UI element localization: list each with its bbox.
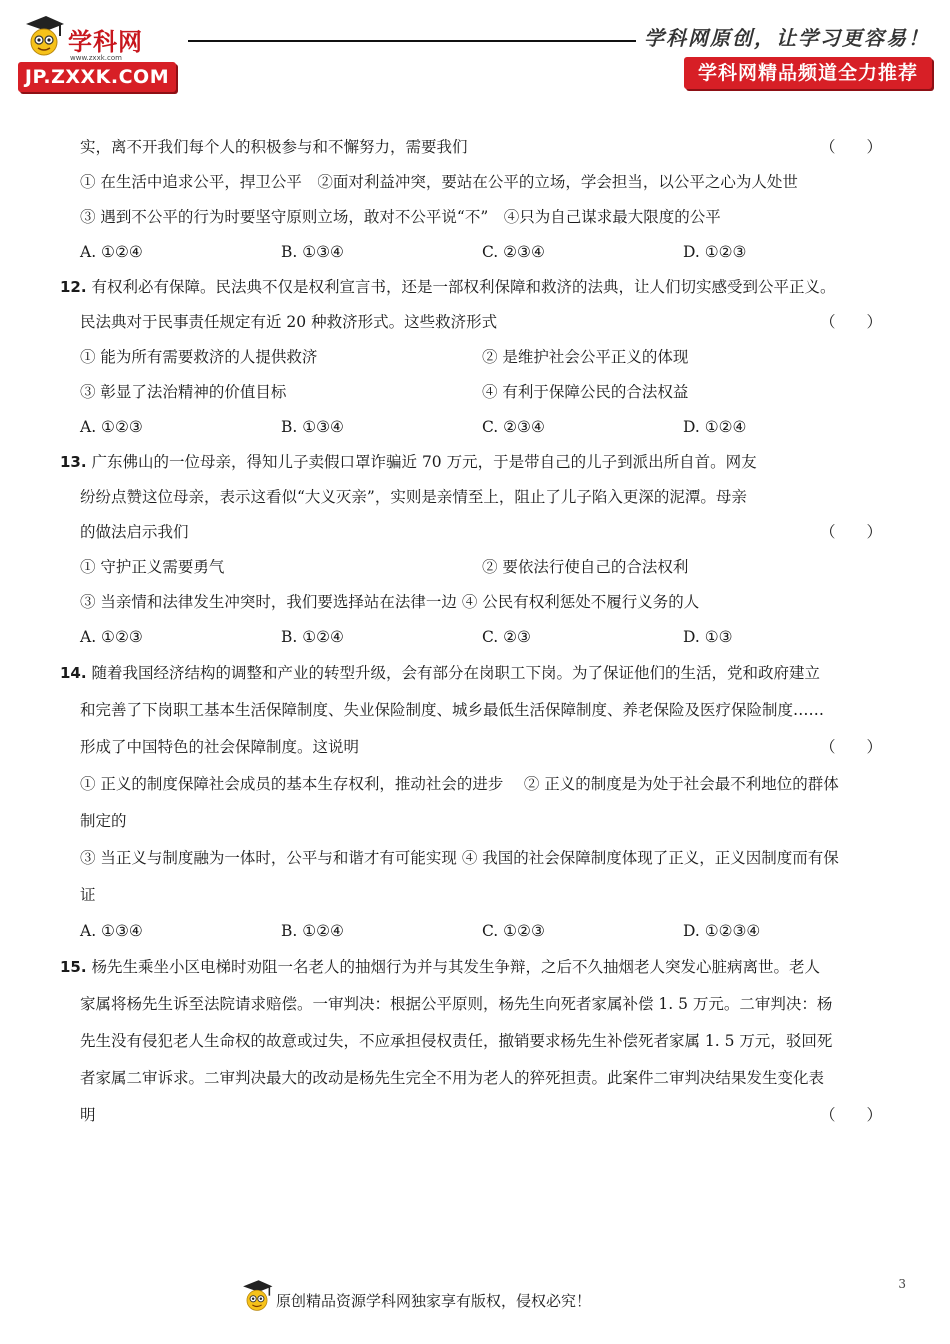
option-b: B. ①②④	[281, 628, 344, 646]
option-b: B. ①③④	[281, 418, 344, 436]
q14-item-line: 制定的	[80, 812, 127, 830]
logo-text: 学科网	[68, 28, 143, 56]
item-4: ④ 有利于保障公民的合法权益	[482, 383, 689, 401]
answer-paren: （ ）	[819, 313, 882, 331]
mascot-icon	[240, 1278, 274, 1318]
q14-item-line: ③ 当正义与制度融为一体时，公平与和谐才有可能实现 ④ 我国的社会保障制度体现了正义，正义因制度而有保	[80, 849, 839, 867]
option-c: C. ①②③	[482, 922, 545, 940]
question-content	[60, 130, 886, 1134]
option-d: D. ①③	[683, 628, 733, 646]
copyright-notice: 原创精品资源学科网独家享有版权，侵权必究！	[276, 1292, 592, 1310]
answer-paren: （ ）	[819, 1106, 882, 1124]
page-footer	[240, 1278, 660, 1322]
q14-options	[60, 914, 886, 949]
q13-stem: 13. 广东佛山的一位母亲，得知儿子卖假口罩诈骗近 70 万元，于是带自己的儿子到派出所自首。网友	[60, 453, 757, 471]
answer-paren: （ ）	[819, 738, 882, 756]
q13-stem-line: 纷纷点赞这位母亲，表示这看似“大义灭亲”，实则是亲情至上，阻止了儿子陷入更深的泥潭。母亲	[80, 488, 747, 506]
q14-stem-line: 和完善了下岗职工基本生活保障制度、失业保险制度、城乡最低生活保障制度、养老保险及医疗保险制度……	[80, 701, 825, 719]
option-b: B. ①②④	[281, 922, 344, 940]
q13-items	[60, 550, 886, 585]
q12-stem-line: 民法典对于民事责任规定有近 20 种救济形式。这些救济形式 （ ）	[60, 305, 886, 340]
q12-items	[60, 340, 886, 375]
q14-stem: 14. 随着我国经济结构的调整和产业的转型升级，会有部分在岗职工下岗。为了保证他们的生活，党和政府建立	[60, 664, 821, 682]
q15-stem: 15. 杨先生乘坐小区电梯时劝阻一名老人的抽烟行为并与其发生争辩，之后不久抽烟老人突发心脏病离世。老人	[60, 958, 821, 976]
q11-stem-end: 实，离不开我们每个人的积极参与和不懈努力，需要我们 （ ）	[60, 130, 886, 165]
option-c: C. ②③④	[482, 418, 545, 436]
q15-stem-line: 家属将杨先生诉至法院请求赔偿。一审判决：根据公平原则，杨先生向死者家属补偿 1. 5 万元。二审判决：杨	[80, 995, 833, 1013]
q13-items	[60, 585, 886, 620]
item-1: ① 能为所有需要救济的人提供救济	[80, 348, 318, 366]
option-d: D. ①②④	[683, 418, 747, 436]
q12-stem: 12. 有权利必有保障。民法典不仅是权利宣言书，还是一部权利保障和救济的法典，让人们切实感受到公平正义。	[60, 278, 836, 296]
option-c: C. ②③	[482, 628, 531, 646]
question-number: 15.	[60, 958, 87, 976]
option-b: B. ①③④	[281, 243, 344, 261]
answer-paren: （ ）	[819, 523, 882, 541]
item-3: ③ 彰显了法治精神的价值目标	[80, 383, 287, 401]
mascot-icon	[22, 14, 66, 64]
q13-options	[60, 620, 886, 655]
item-2: ② 是维护社会公平正义的体现	[482, 348, 689, 366]
question-number: 14.	[60, 664, 87, 682]
item-3: ③ 当亲情和法律发生冲突时，我们要选择站在法律一边	[80, 593, 457, 611]
page-header	[0, 0, 950, 100]
q14-item-line: ① 正义的制度保障社会成员的基本生存权利，推动社会的进步 ② 正义的制度是为处于社会最不利地位的群体	[80, 775, 839, 793]
q11-item-line: ③ 遇到不公平的行为时要坚守原则立场，敢对不公平说“不” ④只为自己谋求最大限度的公平	[80, 208, 721, 226]
option-d: D. ①②③④	[683, 922, 761, 940]
q15-stem-line: 先生没有侵犯老人生命权的故意或过失，不应承担侵权责任，撤销要求杨先生补偿死者家属 1. 5 万元，驳回死	[80, 1032, 833, 1050]
item-2: ② 要依法行使自己的合法权利	[482, 558, 689, 576]
q15-stem-line: 明 （ ）	[60, 1097, 886, 1134]
site-logo[interactable]	[18, 14, 188, 98]
header-slogan: 学科网原创，让学习更容易！	[636, 22, 930, 51]
q14-item-line: 证	[80, 886, 96, 904]
promo-banner[interactable]: 学科网精品频道全力推荐	[684, 57, 932, 89]
item-4: ④ 公民有权利惩处不履行义务的人	[461, 593, 700, 611]
question-number: 12.	[60, 278, 87, 296]
q13-stem-line: 的做法启示我们 （ ）	[60, 515, 886, 550]
item-1: ① 守护正义需要勇气	[80, 558, 225, 576]
logo-url: www.zxxk.com	[70, 54, 122, 62]
q11-options	[60, 235, 886, 270]
option-a: A. ①②③	[80, 418, 143, 436]
q14-stem-line: 形成了中国特色的社会保障制度。这说明 （ ）	[60, 729, 886, 766]
option-a: A. ①②④	[80, 243, 143, 261]
site-badge[interactable]: JP.ZXXK.COM	[18, 62, 176, 92]
q11-item-line: ① 在生活中追求公平，捍卫公平 ②面对利益冲突，要站在公平的立场，学会担当，以公平之心为人处世	[80, 173, 798, 191]
option-d: D. ①②③	[683, 243, 747, 261]
answer-paren: （ ）	[819, 138, 882, 156]
option-a: A. ①③④	[80, 922, 143, 940]
option-a: A. ①②③	[80, 628, 143, 646]
page-number: 3	[898, 1277, 906, 1291]
option-c: C. ②③④	[482, 243, 545, 261]
q15-stem-line: 者家属二审诉求。二审判决最大的改动是杨先生完全不用为老人的猝死担责。此案件二审判决结果发生变化表	[80, 1069, 825, 1087]
q12-options	[60, 410, 886, 445]
q12-items	[60, 375, 886, 410]
question-number: 13.	[60, 453, 87, 471]
